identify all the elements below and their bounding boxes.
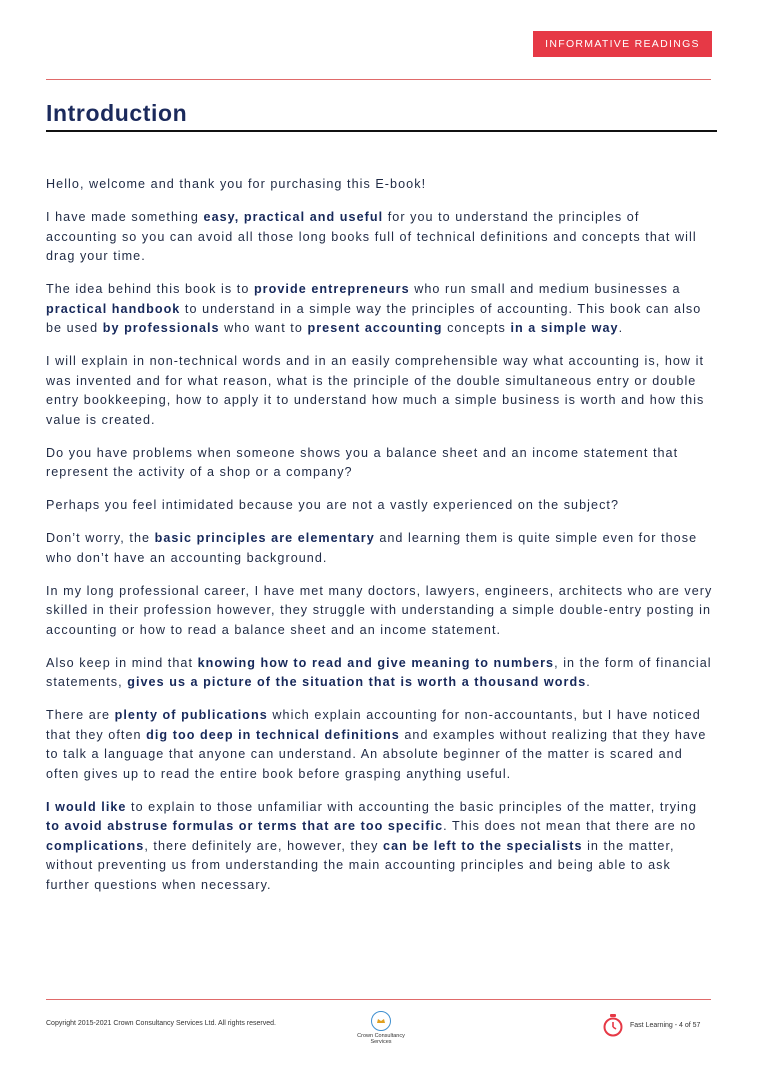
text-run: concepts — [442, 321, 511, 335]
company-logo — [356, 1011, 406, 1051]
emphasis-text: complications — [46, 838, 145, 853]
text-run: . — [586, 675, 591, 689]
page-number: Fast Learning - 4 of 57 — [630, 1021, 701, 1029]
text-run: in the matter, without preventing us from understanding the main accounting principles and being able to ask further questions when necessary. — [46, 838, 675, 892]
text-run: which explain accounting for non-accountants, but I have noticed that they often — [46, 708, 701, 742]
emphasis-text: practical handbook — [46, 301, 181, 316]
page-indicator — [602, 1013, 712, 1037]
paragraph — [46, 529, 714, 568]
paragraph — [46, 175, 714, 195]
emphasis-text: in a simple way — [510, 321, 619, 335]
header-divider — [46, 79, 711, 80]
paragraph — [46, 208, 714, 267]
logo-text: Crown Consultancy Services — [357, 1033, 405, 1045]
paragraph — [46, 280, 714, 339]
text-run: I have made something — [46, 210, 204, 224]
emphasis-text: gives us a picture of the situation that is worth a thousand words — [127, 675, 587, 689]
text-run: , in the form of financial statements, — [46, 655, 712, 689]
emphasis-text: dig too deep in technical definitions — [146, 727, 400, 742]
emphasis-text: can be left to the specialists — [383, 838, 583, 853]
text-run: . This does not mean that there are no — [443, 819, 697, 833]
paragraph — [46, 582, 714, 641]
text-run: Perhaps you feel intimidated because you are not a vastly experienced on the subject? — [46, 498, 620, 512]
paragraph — [46, 706, 714, 784]
copyright-notice: Copyright 2015-2021 Crown Consultancy Services Ltd. All rights reserved. — [46, 1020, 276, 1027]
paragraph — [46, 352, 714, 430]
emphasis-text: knowing how to read and give meaning to numbers — [197, 655, 555, 670]
section-badge: INFORMATIVE READINGS — [533, 31, 712, 57]
text-run: Do you have problems when someone shows you a balance sheet and an income statement that represent the activity of a shop or a company? — [46, 445, 679, 479]
emphasis-text: basic principles are elementary — [154, 531, 375, 545]
text-run: and examples without realizing that they have to talk a language that anyone can understand. An absolute beginner of the matter is scared and often gives up to read the entire book before grasping anything useful. — [46, 727, 707, 781]
emphasis-text: provide entrepreneurs — [253, 282, 410, 296]
paragraph — [46, 654, 714, 693]
text-run: There are — [46, 708, 115, 722]
text-run: Hello, welcome and thank you for purchasing this E-book! — [46, 177, 427, 191]
text-run: for you to understand the principles of accounting so you can avoid all those long books full of technical definitions and concepts that will drag your time. — [46, 210, 697, 263]
text-run: Also keep in mind that — [46, 655, 198, 670]
title-underline — [46, 130, 717, 132]
emphasis-text: by professionals — [102, 321, 220, 335]
text-run: to understand in a simple way the principles of accounting. This book can also be used — [46, 301, 702, 335]
stopwatch-icon — [602, 1013, 624, 1037]
page-title: Introduction — [46, 100, 188, 126]
emphasis-text: easy, practical and useful — [203, 210, 384, 224]
paragraph — [46, 444, 714, 483]
text-run: . — [618, 321, 624, 335]
crown-consultancy-logo-icon — [371, 1011, 391, 1031]
text-run: and learning them is quite simple even for those who don’t have an accounting background. — [46, 531, 698, 565]
emphasis-text: present accounting — [307, 321, 443, 335]
emphasis-text: to avoid abstruse formulas or terms that are too specific — [46, 819, 444, 833]
text-run: , there definitely are, however, they — [144, 838, 384, 853]
text-run: I will explain in non-technical words and in an easily comprehensible way what accounting is, how it was invented and for what reason, what is the principle of the double simultaneous entry or double entry bookkeeping, how to apply it to understand how much a simple business is worth and how this value is created. — [46, 354, 705, 427]
text-run: to explain to those unfamiliar with accounting the basic principles of the matter, trying — [126, 799, 697, 814]
paragraph — [46, 798, 714, 896]
text-run: Don’t worry, the — [46, 531, 155, 545]
text-run: who want to — [219, 321, 308, 335]
text-run: In my long professional career, I have met many doctors, lawyers, engineers, architects who are very skilled in their profession however, they struggle with understanding a simple double-entry posting in accounting or how to read a balance sheet and an income statement. — [46, 583, 713, 637]
footer-divider — [46, 999, 711, 1000]
body-text — [46, 175, 714, 909]
text-run: The idea behind this book is to — [46, 282, 254, 296]
text-run: who run small and medium businesses a — [409, 282, 681, 296]
paragraph — [46, 496, 714, 516]
emphasis-text: I would like — [46, 799, 127, 814]
emphasis-text: plenty of publications — [114, 708, 268, 722]
